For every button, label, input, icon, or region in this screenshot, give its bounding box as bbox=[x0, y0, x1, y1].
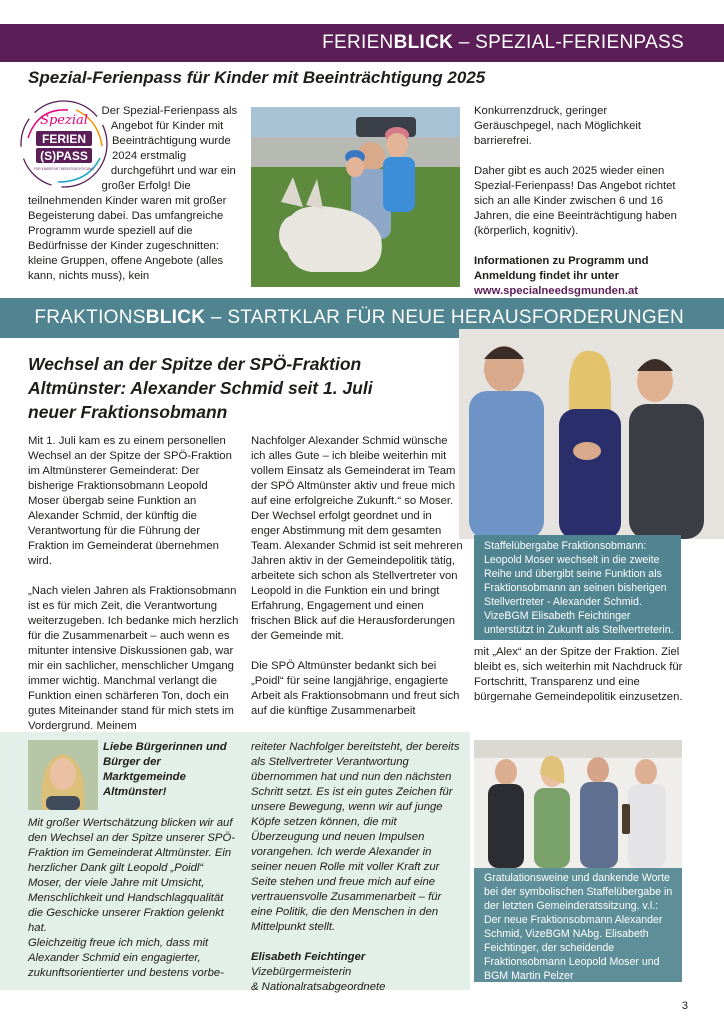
greeting-headline: Liebe Bürgerinnen und Bürger der Marktgemeinde Altmünster! bbox=[103, 741, 227, 798]
page-number: 3 bbox=[681, 1000, 688, 1012]
fraktion-col1-text bbox=[28, 434, 240, 734]
specialneeds-link[interactable]: www.specialneedsgmunden.at bbox=[474, 285, 639, 297]
ferien-intro-paragraph: Der Spezial-Ferienpass als Angebot für Kinder mit Beeinträchtigung wurde 2024 erstmalig durchgeführt und war ein großer Erfolg! Die teilnehmenden Kinder waren mit großer Begeisterung dabei. Das umfangreiche Programm wurde speziell auf die Bedürfnisse der Kinder zugeschnitten: kleine Gruppen, offene Angebote (alles kann, nichts muss), kein bbox=[28, 105, 238, 282]
ferien-intro-text bbox=[28, 104, 242, 288]
signature-role-2: & Nationalratsabgeordnete bbox=[251, 981, 386, 993]
fraktion-col2-p2: Die SPÖ Altmünster bedankt sich bei „Poidl“ für seine langjährige, engagierte Arbeit als Fraktionsobmann und freut sich auf die künftige Zusammenarbeit bbox=[251, 660, 460, 717]
ferien-col3-text bbox=[474, 104, 689, 299]
banner-bold-text: BLICK bbox=[393, 32, 454, 53]
greeting-col1-p1: Mit großer Wertschätzung blicken wir auf den Wechsel an der Spitze unserer SPÖ-Fraktion im Gemeinderat Altmünster. Ein herzlicher Dank gilt Leopold „Poidl“ Moser, der viele Jahre mit Umsicht, Menschlichkeit und Handschlagqualität die Geschicke unserer Fraktion gelenkt hat. bbox=[28, 817, 236, 934]
team-photo-caption: Gratulationsweine und dankende Worte bei der symbolischen Staffelübergabe in der letzten Gemeinderatssitzung. v.l.: Der neue Fraktionsobmann Alexander Schmid, VizeBGM NAbg. Elisabeth Feichtinger, der scheidende Fraktionsobmann Leopold Moser und BGM Martin Pelzer bbox=[474, 868, 682, 982]
fraktion-col1-p2: „Nach vielen Jahren als Fraktionsobmann ist es für mich Zeit, die Verantwortung weiterzugeben. Ich bedanke mich herzlich für die Zusammenarbeit – auch wenn es mitunter intensive Diskussionen gab, war mir ein sachlicher, menschlicher Umgang immer wichtig. Manchmal verlangt die Funktion einen schärferen Ton, doch ein gutes Miteinander stand für mich stets im Vordergrund. Meinem bbox=[28, 585, 239, 732]
author-portrait bbox=[28, 740, 98, 810]
greeting-col1-text bbox=[28, 816, 240, 981]
svg-text:FÜR KINDER MIT BEEINTRÄCHTIGUN: FÜR KINDER MIT BEEINTRÄCHTIGUNG bbox=[34, 167, 94, 171]
handover-photo-caption: Staffelübergabe Fraktionsobmann: Leopold Moser wechselt in die zweite Reihe und übergibt seine Funktion als Fraktionsobmann an seinen bisherigen Stellvertreter - Alexander Schmid. VizeBGM Elisabeth Feichtinger unterstützt in Zukunft als Stellvertreterin. bbox=[474, 535, 681, 640]
fraktion-col1-p1: Mit 1. Juli kam es zu einem personellen Wechsel an der Spitze der SPÖ-Fraktion im Altmünsterer Gemeinderat: Der bisherige Fraktionsobmann Leopold Moser übergab seine Funktion an Alexander Schmid, der künftig die Verantwortung für die Führung der Fraktion im Gemeinderat übernehmen wird. bbox=[28, 435, 232, 567]
children-donkey-photo bbox=[251, 107, 460, 287]
ferien-article-title: Spezial-Ferienpass für Kinder mit Beeinträchtigung 2025 bbox=[28, 68, 486, 87]
signature-role-1: Vizebürgermeisterin bbox=[251, 966, 352, 978]
ferien-col3-p1: Konkurrenzdruck, geringer Geräuschpegel, nach Möglichkeit barrierefrei. bbox=[474, 105, 642, 147]
fraktion-col3-text bbox=[474, 645, 686, 705]
banner-rest-text: – SPEZIAL-FERIENPASS bbox=[453, 32, 684, 53]
banner-light-text: FRAKTIONS bbox=[34, 307, 146, 328]
banner-bold-text: BLICK bbox=[145, 307, 206, 328]
team-photo bbox=[474, 740, 682, 868]
ferien-col3-p2: Daher gibt es auch 2025 wieder einen Spezial-Ferienpass! Das Angebot richtet sich an alle Kinder zwischen 6 und 16 Jahren, die eine Beeinträchtigung haben (körperlich, kognitiv). bbox=[474, 165, 677, 237]
fraktion-col2-text bbox=[251, 434, 463, 719]
svg-text:(S)PASS: (S)PASS bbox=[40, 149, 88, 163]
svg-text:FERIEN: FERIEN bbox=[41, 132, 87, 146]
section-banner-ferienblick bbox=[0, 24, 724, 62]
handover-photo bbox=[459, 329, 724, 539]
ferien-info-text: Informationen zu Programm und Anmeldung findet ihr unter bbox=[474, 255, 649, 282]
banner-rest-text: – STARTKLAR FÜR NEUE HERAUSFORDERUNGEN bbox=[205, 307, 684, 328]
fraktion-article-title: Wechsel an der Spitze der SPÖ-Fraktion Altmünster: Alexander Schmid seit 1. Juli neuer Fraktionsobmann bbox=[28, 354, 373, 422]
fraktion-col2-p1: Nachfolger Alexander Schmid wünsche ich alles Gute – ich bleibe weiterhin mit vollem Einsatz als Gemeinderat im Team der SPÖ Altmünster aktiv und freue mich auf eine erfolgreiche Zukunft.“ so Moser. Der Wechsel erfolgt geordnet und in enger Abstimmung mit dem gesamten Team. Alexander Schmid ist seit mehreren Jahren aktiv in der Gemeindepolitik tätig, arbeitete sich schon als Stellvertreter von Leopold in die Funktion ein und bringt Erfahrung, Engagement und einen frischen Blick auf die Herausforderungen der Gemeinde mit. bbox=[251, 435, 463, 642]
fraktion-col3-p1: mit „Alex“ an der Spitze der Fraktion. Ziel bleibt es, sich weiterhin mit Nachdruck für Fortschritt, Transparenz und eine bürgernahe Gemeindepolitik einzusetzen. bbox=[474, 646, 683, 703]
greeting-col2-p1: reiteter Nachfolger bereitsteht, der bereits als Stellvertreter Verantwortung übernommen hat und nun den nächsten Schritt setzt. Es ist ein gutes Zeichen für unsere Bewegung, wenn wir auf junge Köpfe setzen können, die mit Überzeugung und neuen Impulsen vorangehen. Ich werde Alexander in seiner neuen Rolle mit voller Kraft zur Seite stehen und freue mich auf eine vertrauensvolle Zusammenarbeit – für eine Politik, die den Menschen in den Mittelpunkt stellt. bbox=[251, 741, 460, 933]
signature-name: Elisabeth Feichtinger bbox=[251, 951, 366, 963]
banner-light-text: FERIEN bbox=[322, 32, 394, 53]
greeting-col2-text bbox=[251, 740, 463, 995]
svg-text:Spezial: Spezial bbox=[40, 113, 88, 128]
greeting-col1-p2: Gleichzeitig freue ich mich, dass mit Alexander Schmid ein engagierter, zukunftsorientierter und bestens vorbe- bbox=[28, 937, 224, 979]
